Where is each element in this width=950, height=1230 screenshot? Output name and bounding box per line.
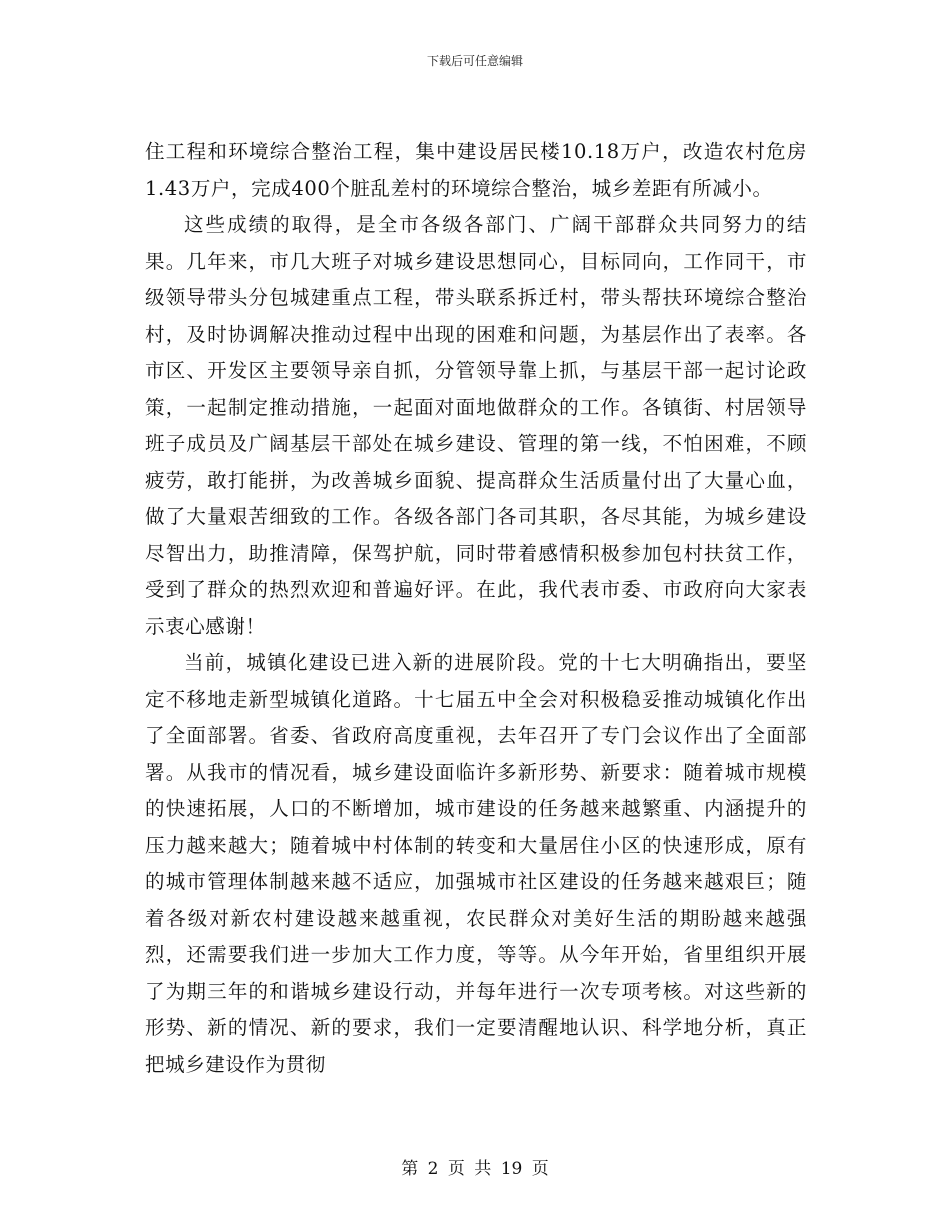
paragraph-2: 这些成绩的取得，是全市各级各部门、广阔干部群众共同努力的结果。几年来，市几大班子对城乡建设思想同心，目标同向，工作同干，市级领导带头分包城建重点工程，带头联系拆迁村，带头帮扶环境综合整治村，及时协调解决推动过程中出现的困难和问题，为基层作出了表率。各市区、开发区主要领导亲自抓，分管领导靠上抓，与基层干部一起讨论政策，一起制定推动措施，一起面对面地做群众的工作。各镇街、村居领导班子成员及广阔基层干部处在城乡建设、管理的第一线，不怕困难，不顾疲劳，敢打能拼，为改善城乡面貌、提高群众生活质量付出了大量心血，做了大量艰苦细致的工作。各级各部门各司其职，各尽其能，为城乡建设尽智出力，助推清障，保驾护航，同时带着感情积极参加包村扶贫工作，受到了群众的热烈欢迎和普遍好评。在此，我代表市委、市政府向大家表示衷心感谢！ [145,213,807,638]
page-header-note: 下载后可任意编辑 [426,54,523,68]
document-body [145,134,807,1083]
page-number-footer: 第 2 页 共 19 页 [401,1159,549,1179]
paragraph-1: 住工程和环境综合整治工程，集中建设居民楼10.18万户，改造农村危房1.43万户，完成400个脏乱差村的环境综合整治，城乡差距有所减小。 [145,140,807,200]
paragraph-3: 当前，城镇化建设已进入新的进展阶段。党的十七大明确指出，要坚定不移地走新型城镇化道路。十七届五中全会对积极稳妥推动城镇化作出了全面部署。省委、省政府高度重视，去年召开了专门会议作出了全面部署。从我市的情况看，城乡建设面临许多新形势、新要求：随着城市规模的快速拓展，人口的不断增加，城市建设的任务越来越繁重、内涵提升的压力越来越大；随着城中村体制的转变和大量居住小区的快速形成，原有的城市管理体制越来越不适应，加强城市社区建设的任务越来越艰巨；随着各级对新农村建设越来越重视，农民群众对美好生活的期盼越来越强烈，还需要我们进一步加大工作力度，等等。从今年开始，省里组织开展了为期三年的和谐城乡建设行动，并每年进行一次专项考核。对这些新的形势、新的情况、新的要求，我们一定要清醒地认识、科学地分析，真正把城乡建设作为贯彻 [145,651,807,1076]
